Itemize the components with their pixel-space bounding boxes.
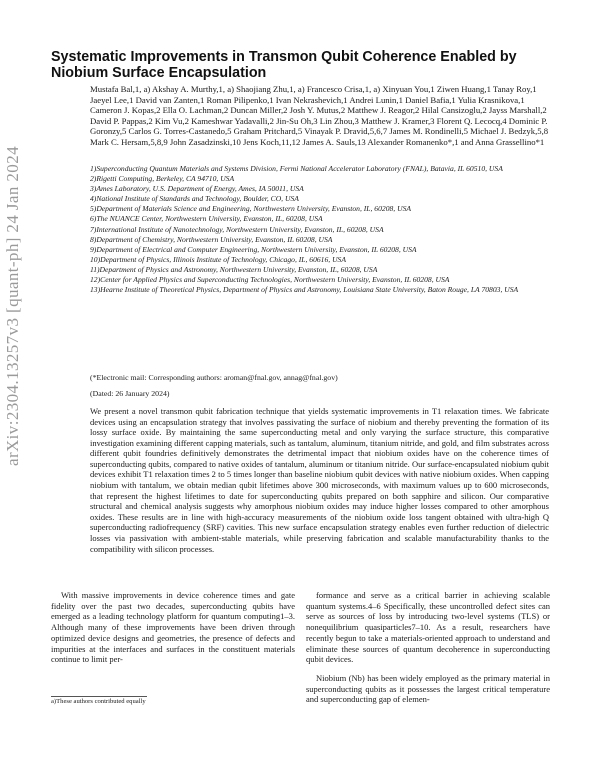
affiliation-item: 11)Department of Physics and Astronomy, Northwestern University, Evanston, IL, 60208, USA bbox=[90, 264, 378, 274]
affiliation-item: 6)The NUANCE Center, Northwestern University, Evanston, IL, 60208, USA bbox=[90, 214, 323, 224]
affiliation-item: 8)Department of Chemistry, Northwestern University, Evanston, IL 60208, USA bbox=[90, 234, 333, 244]
body-column-left bbox=[51, 590, 295, 665]
footnote-divider bbox=[51, 696, 147, 697]
affiliation-item: 12)Center for Applied Physics and Superconducting Technologies, Northwestern University, Evanston, IL 60208, USA bbox=[90, 275, 450, 285]
paper-title: Systematic Improvements in Transmon Qubit Coherence Enabled by Niobium Surface Encapsulation bbox=[51, 49, 517, 81]
paragraph: Niobium (Nb) has been widely employed as the primary material in superconducting qubits as it possesses the largest critical temperature and superconducting gap of elemen- bbox=[306, 672, 550, 705]
affiliation-item: 4)National Institute of Standards and Technology, Boulder, CO, USA bbox=[90, 194, 299, 204]
affiliation-item: 1)Superconducting Quantum Materials and Systems Division, Fermi National Accelerator Laboratory (FNAL), Batavia, IL 60510, USA bbox=[90, 164, 503, 173]
affiliation-item: 10)Department of Physics, Illinois Institute of Technology, Chicago, IL, 60616, USA bbox=[90, 254, 346, 264]
paragraph: With massive improvements in device coherence times and gate fidelity over the past two decades, superconducting qubits have emerged as a leading technology platform for quantum computing1–3. Although many of these improvements have been driven through optimized device designs and geometries, the presence of defects and impurities at the interfaces and surfaces in the constituent materials continue to limit per- bbox=[51, 590, 295, 665]
paragraph: formance and serve as a critical barrier in achieving scalable quantum systems.4–6 Specifically, these uncontrolled defect sites can serve as sources of loss by introducing two-level systems (TLS) or nonequilibrium quasiparticles7–10. As a result, researchers have recently begun to take a materials-oriented approach to understand and eliminate these sources of quantum decoherence in superconducting qubit devices. bbox=[306, 590, 550, 665]
affiliation-item: 13)Hearne Institute of Theoretical Physics, Department of Physics and Astronomy, Louisiana State University, Baton Rouge, LA 70803, USA bbox=[90, 285, 519, 295]
body-column-right bbox=[306, 590, 550, 705]
date-line: (Dated: 26 January 2024) bbox=[90, 389, 170, 398]
affiliation-item: 9)Department of Electrical and Computer Engineering, Northwestern University, Evanston, IL 60208, USA bbox=[90, 244, 417, 254]
affiliation-item: 2)Rigetti Computing, Berkeley, CA 94710, USA bbox=[90, 174, 235, 184]
abstract: We present a novel transmon qubit fabrication technique that yields systematic improvements in T1 relaxation times. We fabricate devices using an encapsulation strategy that involves passivating the surface of niobium and thereby preventing the formation of its lossy surface oxide. By maintaining the same superconducting metal and only varying the surface structure, this comparative investigation examining different capping materials, such as tantalum, aluminum, titanium nitride, and gold, and film substrates across different qubit foundries definitively demonstrates the detrimental impact that niobium oxides have on the coherence times of superconducting qubits, compared to native oxides of tantalum, aluminum or titanium nitride. Our surface-encapsulated niobium qubit devices exhibit T1 relaxation times 2 to 5 times longer than baseline niobium qubit devices with native niobium oxides. When capping niobium with tantalum, we obtain median qubit lifetimes above 300 microseconds, with maximum values up to 600 microseconds, that represent the highest lifetimes to date for superconducting qubits prepared on both sapphire and silicon. Our comparative structural and chemical analysis suggests why amorphous niobium oxides may induce higher losses compared to other amorphous oxides. These results are in line with high-accuracy measurements of the niobium oxide loss tangent obtained with ultra-high Q superconducting radiofrequency (SRF) cavities. This new surface encapsulation strategy enables even further reduction of dielectric losses via passivation with ambient-stable materials, while preserving fabrication and scalable manufacturability thanks to the compatibility with silicon processes. bbox=[90, 406, 549, 554]
affiliation-list bbox=[90, 164, 550, 295]
affiliation-item: 3)Ames Laboratory, U.S. Department of Energy, Ames, IA 50011, USA bbox=[90, 184, 304, 194]
footnote: a)These authors contributed equally bbox=[51, 698, 146, 705]
corresponding-email: (*Electronic mail: Corresponding authors: aroman@fnal.gov, annag@fnal.gov) bbox=[90, 373, 338, 382]
affiliation-item: 7)International Institute of Nanotechnology, Northwestern University, Evanston, IL, 60208, USA bbox=[90, 224, 384, 234]
affiliation-item: 5)Department of Materials Science and Engineering, Northwestern University, Evanston, IL, 60208, USA bbox=[90, 204, 412, 214]
author-list: Mustafa Bal,1, a) Akshay A. Murthy,1, a) Shaojiang Zhu,1, a) Francesco Crisa,1, a) Xinyuan You,1 Ziwen Huang,1 Tanay Roy,1 Jaeyel Lee,1 David van Zanten,1 Roman Pilipenko,1 Ivan Nekrashevich,1 Andrei Lunin,1 Daniel Bafia,1 Yulia Krasnikova,1 Cameron J. Kopas,2 Ella O. Lachman,2 Duncan Miller,2 Josh Y. Mutus,2 Matthew J. Reagor,2 Hilal Cansizoglu,2 Jayss Marshall,2 David P. Pappas,2 Kim Vu,2 Kameshwar Yadavalli,2 Jin-Su Oh,3 Lin Zhou,3 Matthew J. Kramer,3 Florent Q. Lecocq,4 Dominic P. Goronzy,5 Carlos G. Torres-Castanedo,5 Graham Pritchard,5 Vinayak P. Dravid,5,6,7 James M. Rondinelli,5 Michael J. Bedzyk,5,8 Mark C. Hersam,5,8,9 John Zasadzinski,10 Jens Koch,11,12 James A. Sauls,13 Alexander Romanenko*,1 and Anna Grassellino*1 bbox=[90, 84, 549, 147]
arxiv-identifier: arXiv:2304.13257v3 [quant-ph] 24 Jan 2024 bbox=[3, 146, 22, 466]
